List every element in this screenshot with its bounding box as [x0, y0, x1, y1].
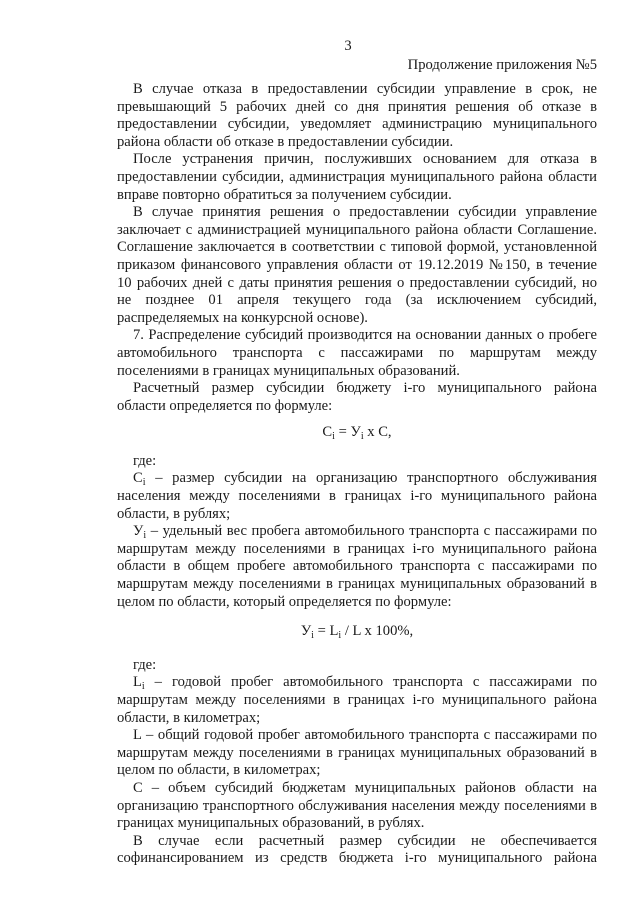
paragraph-refusal-notice: В случае отказа в предоставлении субсидии управление в срок, не превышающий 5 рабочих дней со дня принятия решения об отказе в предоставлении субсидии, уведомляет администрацию муниципального района области об отказе в предоставлении субсидии.: [117, 81, 597, 150]
definition-c: С – объем субсидий бюджетам муниципальных районов области на организацию транспортного обслуживания населения между поселениями в границах муниципальных образований, в рублях.: [117, 779, 597, 832]
page-number: 3: [344, 38, 352, 54]
where-label: где:: [133, 452, 157, 469]
paragraph-calculation-intro: Расчетный размер субсидии бюджету i-го муниципального района области определяется по формуле:: [117, 380, 597, 414]
definition-ui: $У_i$ – удельный вес пробега автомобильного транспорта с пассажирами по маршрутам между поселениями в границах i-го муниципального района области в общем пробеге автомобильного транспорта с пассажирами по маршрутам между поселениями в границах муниципальных образований в целом по области, который определяется по формуле:: [117, 523, 597, 610]
paragraph-agreement: В случае принятия решения о предоставлении субсидии управление заключает с администрацией муниципального района области Соглашение. Соглашение заключается в соответствии с типовой формой, установленной приказом финансового управления области от 19.12.2019 №150, в течение 10 рабочих дней с даты принятия решения о предоставлении субсидий, но не позднее 01 апреля текущего года (за исключением субсидий, распределяемых на конкурсной основе).: [117, 204, 597, 326]
formula-share: $У_i = L_i / L$ х 100%,: [300, 623, 414, 642]
where-label: где:: [133, 656, 157, 673]
document-body: [117, 81, 597, 868]
appendix-continuation-note: Продолжение приложения №5: [407, 57, 597, 73]
paragraph-reapply: После устранения причин, послуживших основанием для отказа в предоставлении субсидии, администрация муниципального района области вправе повторно обратиться за получением субсидии.: [117, 151, 597, 203]
definition-li: $L_i$ – годовой пробег автомобильного транспорта с пассажирами по маршрутам между поселениями в границах i-го муниципального района области, в километрах;: [117, 674, 597, 726]
paragraph-cofinancing: В случае если расчетный размер субсидии не обеспечивается софинансированием из средств бюджета i-го муниципального района: [117, 832, 597, 867]
formula-subsidy: $С_i = У_i$ х С,: [322, 424, 392, 443]
definition-ci: $С_i$ – размер субсидии на организацию транспортного обслуживания населения между поселениями в границах i-го муниципального района области, в рублях;: [117, 470, 597, 522]
paragraph-distribution: 7. Распределение субсидий производится на основании данных о пробеге автомобильного транспорта с пассажирами по маршрутам между поселениями в границах муниципальных образований.: [117, 327, 597, 379]
definition-l: L – общий годовой пробег автомобильного транспорта с пассажирами по маршрутам между поселениями в границах муниципальных образований в целом по области, в километрах;: [117, 727, 597, 779]
